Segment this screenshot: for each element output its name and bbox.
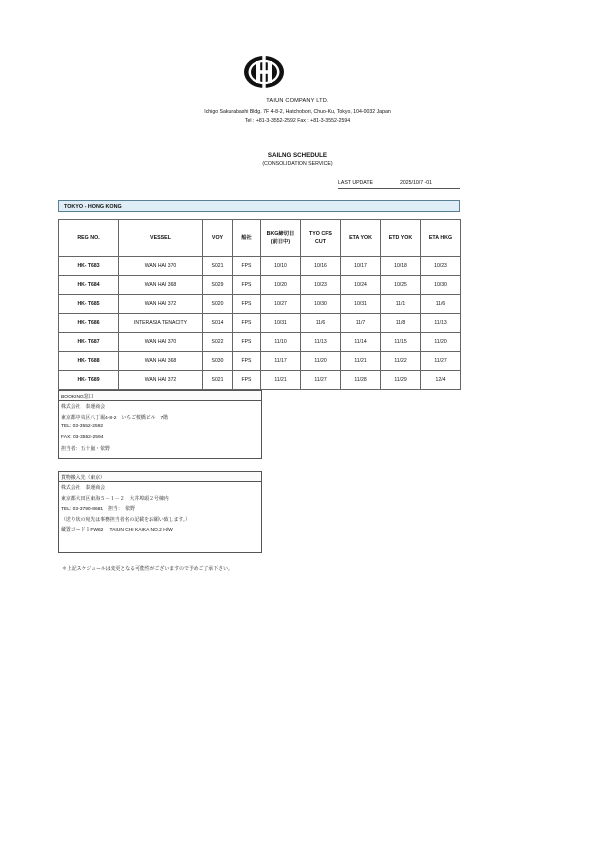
cell-vessel: INTERASIA TENACITY bbox=[119, 314, 203, 333]
cell-etd-yok: 11/15 bbox=[381, 333, 421, 352]
last-update-value: 2025/10/7 -01 bbox=[400, 180, 433, 186]
booking-line: 東京都中央区八丁堀4-8-2 いちご桜橋ビル 7階 bbox=[61, 415, 169, 421]
cell-vessel: WAN HAI 370 bbox=[119, 257, 203, 276]
cell-eta-yok: 11/14 bbox=[341, 333, 381, 352]
delivery-address-box bbox=[58, 471, 262, 553]
cell-voy: S029 bbox=[203, 276, 233, 295]
cell-eta-hkg: 11/6 bbox=[421, 295, 461, 314]
cell-voy: S020 bbox=[203, 295, 233, 314]
booking-header: BOOKING窓口 bbox=[59, 391, 261, 401]
cell-cfs: 11/27 bbox=[301, 371, 341, 390]
cell-reg: HK- T687 bbox=[59, 333, 119, 352]
col-header-cfs-line1: TYO CFS bbox=[309, 231, 332, 237]
cell-voy: S030 bbox=[203, 352, 233, 371]
cell-vessel: WAN HAI 368 bbox=[119, 352, 203, 371]
table-row bbox=[59, 276, 461, 295]
cell-voy: S021 bbox=[203, 371, 233, 390]
cell-vessel: WAN HAI 372 bbox=[119, 295, 203, 314]
cell-eta-yok: 10/17 bbox=[341, 257, 381, 276]
cell-vessel: WAN HAI 370 bbox=[119, 333, 203, 352]
cell-cfs: 11/20 bbox=[301, 352, 341, 371]
table-row bbox=[59, 333, 461, 352]
booking-line: FAX: 03-3552-2594 bbox=[61, 434, 104, 440]
cell-bkg: 10/10 bbox=[261, 257, 301, 276]
col-header-reg: REG NO. bbox=[59, 220, 119, 257]
cell-reg: HK- T685 bbox=[59, 295, 119, 314]
cell-reg: HK- T688 bbox=[59, 352, 119, 371]
col-header-cfs-line2: CUT bbox=[315, 239, 326, 245]
cell-carrier: FPS bbox=[233, 314, 261, 333]
cell-eta-hkg: 11/27 bbox=[421, 352, 461, 371]
col-header-cfs-cut bbox=[301, 220, 341, 257]
cell-bkg: 10/31 bbox=[261, 314, 301, 333]
last-update bbox=[338, 180, 460, 189]
cell-cfs: 10/23 bbox=[301, 276, 341, 295]
cell-bkg: 10/27 bbox=[261, 295, 301, 314]
cell-carrier: FPS bbox=[233, 257, 261, 276]
cell-eta-yok: 11/28 bbox=[341, 371, 381, 390]
booking-line: 担当者：五十嵐・依野 bbox=[61, 447, 110, 453]
table-header-row bbox=[59, 220, 461, 257]
cell-reg: HK- T689 bbox=[59, 371, 119, 390]
cell-bkg: 11/17 bbox=[261, 352, 301, 371]
cell-eta-yok: 10/24 bbox=[341, 276, 381, 295]
delivery-line: 株式会社 泰運商会 bbox=[61, 486, 106, 491]
document-subtitle: (CONSOLIDATION SERVICE) bbox=[262, 161, 333, 167]
cell-etd-yok: 10/25 bbox=[381, 276, 421, 295]
delivery-line: （送り状の宛先は事務担当者名の記載をお願い致します。） bbox=[61, 517, 191, 523]
cell-carrier: FPS bbox=[233, 295, 261, 314]
document-title: SAILNG SCHEDULE bbox=[267, 152, 328, 159]
col-header-eta-hkg: ETA HKG bbox=[421, 220, 461, 257]
cell-carrier: FPS bbox=[233, 371, 261, 390]
col-header-voy: VOY bbox=[203, 220, 233, 257]
route-bar: TOKYO - HONG KONG bbox=[58, 200, 460, 212]
cell-vessel: WAN HAI 372 bbox=[119, 371, 203, 390]
cell-eta-hkg: 10/30 bbox=[421, 276, 461, 295]
cell-eta-hkg: 11/20 bbox=[421, 333, 461, 352]
cell-voy: S014 bbox=[203, 314, 233, 333]
col-header-vessel: VESSEL bbox=[119, 220, 203, 257]
company-tel-fax: Tel : +81-3-3552-2592 Fax : +81-3-3552-2594 bbox=[244, 118, 351, 124]
cell-reg: HK- T686 bbox=[59, 314, 119, 333]
cell-eta-yok: 11/21 bbox=[341, 352, 381, 371]
cell-eta-yok: 10/31 bbox=[341, 295, 381, 314]
cell-cfs: 11/13 bbox=[301, 333, 341, 352]
col-header-bkg-line2: (前日中) bbox=[270, 239, 291, 245]
cell-etd-yok: 11/8 bbox=[381, 314, 421, 333]
cell-eta-hkg: 10/23 bbox=[421, 257, 461, 276]
cell-voy: S021 bbox=[203, 257, 233, 276]
table-row bbox=[59, 257, 461, 276]
delivery-line: 蔵置コード１FW62 TAIUN CHI KAIKA NO.2 H/W bbox=[61, 528, 173, 534]
cell-carrier: FPS bbox=[233, 333, 261, 352]
booking-contact-box bbox=[58, 390, 262, 459]
schedule-change-note: ＊上記スケジュールは変更となる可能性がございますので予めご了承下さい。 bbox=[62, 567, 233, 572]
cell-vessel: WAN HAI 368 bbox=[119, 276, 203, 295]
col-header-eta-yok: ETA YOK bbox=[341, 220, 381, 257]
delivery-header: 貨物搬入先（東京） bbox=[59, 472, 261, 482]
cell-cfs: 10/16 bbox=[301, 257, 341, 276]
company-name: TAIUN COMPANY LTD. bbox=[266, 98, 329, 104]
cell-carrier: FPS bbox=[233, 352, 261, 371]
col-header-etd-yok: ETD YOK bbox=[381, 220, 421, 257]
cell-bkg: 11/21 bbox=[261, 371, 301, 390]
cell-cfs: 10/30 bbox=[301, 295, 341, 314]
table-row bbox=[59, 352, 461, 371]
table-row bbox=[59, 371, 461, 390]
table-row bbox=[59, 295, 461, 314]
col-header-bkg-cutoff bbox=[261, 220, 301, 257]
col-header-carrier: 船社 bbox=[233, 220, 261, 257]
cell-etd-yok: 10/18 bbox=[381, 257, 421, 276]
delivery-line: TEL: 03-3790-8681 担当： 依野 bbox=[61, 507, 135, 513]
cell-reg: HK- T684 bbox=[59, 276, 119, 295]
last-update-label: LAST UPDATE bbox=[338, 180, 373, 186]
delivery-line: 東京都大田区東海５－１－２ 大井埠頭２号棟内 bbox=[61, 496, 169, 502]
cell-carrier: FPS bbox=[233, 276, 261, 295]
booking-line: TEL: 03-3552-2592 bbox=[61, 424, 104, 430]
cell-etd-yok: 11/22 bbox=[381, 352, 421, 371]
cell-bkg: 11/10 bbox=[261, 333, 301, 352]
company-address: Ichigo Sakurabashi Bldg. 7F 4-8-2, Hatchobori, Chuo-Ku, Tokyo, 104-0032 Japan bbox=[204, 109, 391, 115]
booking-line: 株式会社 泰運商会 bbox=[61, 405, 106, 410]
cell-cfs: 11/6 bbox=[301, 314, 341, 333]
company-logo-icon bbox=[243, 55, 285, 89]
cell-bkg: 10/20 bbox=[261, 276, 301, 295]
cell-eta-yok: 11/7 bbox=[341, 314, 381, 333]
cell-etd-yok: 11/29 bbox=[381, 371, 421, 390]
cell-voy: S022 bbox=[203, 333, 233, 352]
col-header-bkg-line1: BKG締切日 bbox=[266, 231, 295, 237]
cell-reg: HK- T683 bbox=[59, 257, 119, 276]
table-row bbox=[59, 314, 461, 333]
cell-eta-hkg: 11/13 bbox=[421, 314, 461, 333]
cell-etd-yok: 11/1 bbox=[381, 295, 421, 314]
cell-eta-hkg: 12/4 bbox=[421, 371, 461, 390]
schedule-table bbox=[58, 219, 461, 390]
